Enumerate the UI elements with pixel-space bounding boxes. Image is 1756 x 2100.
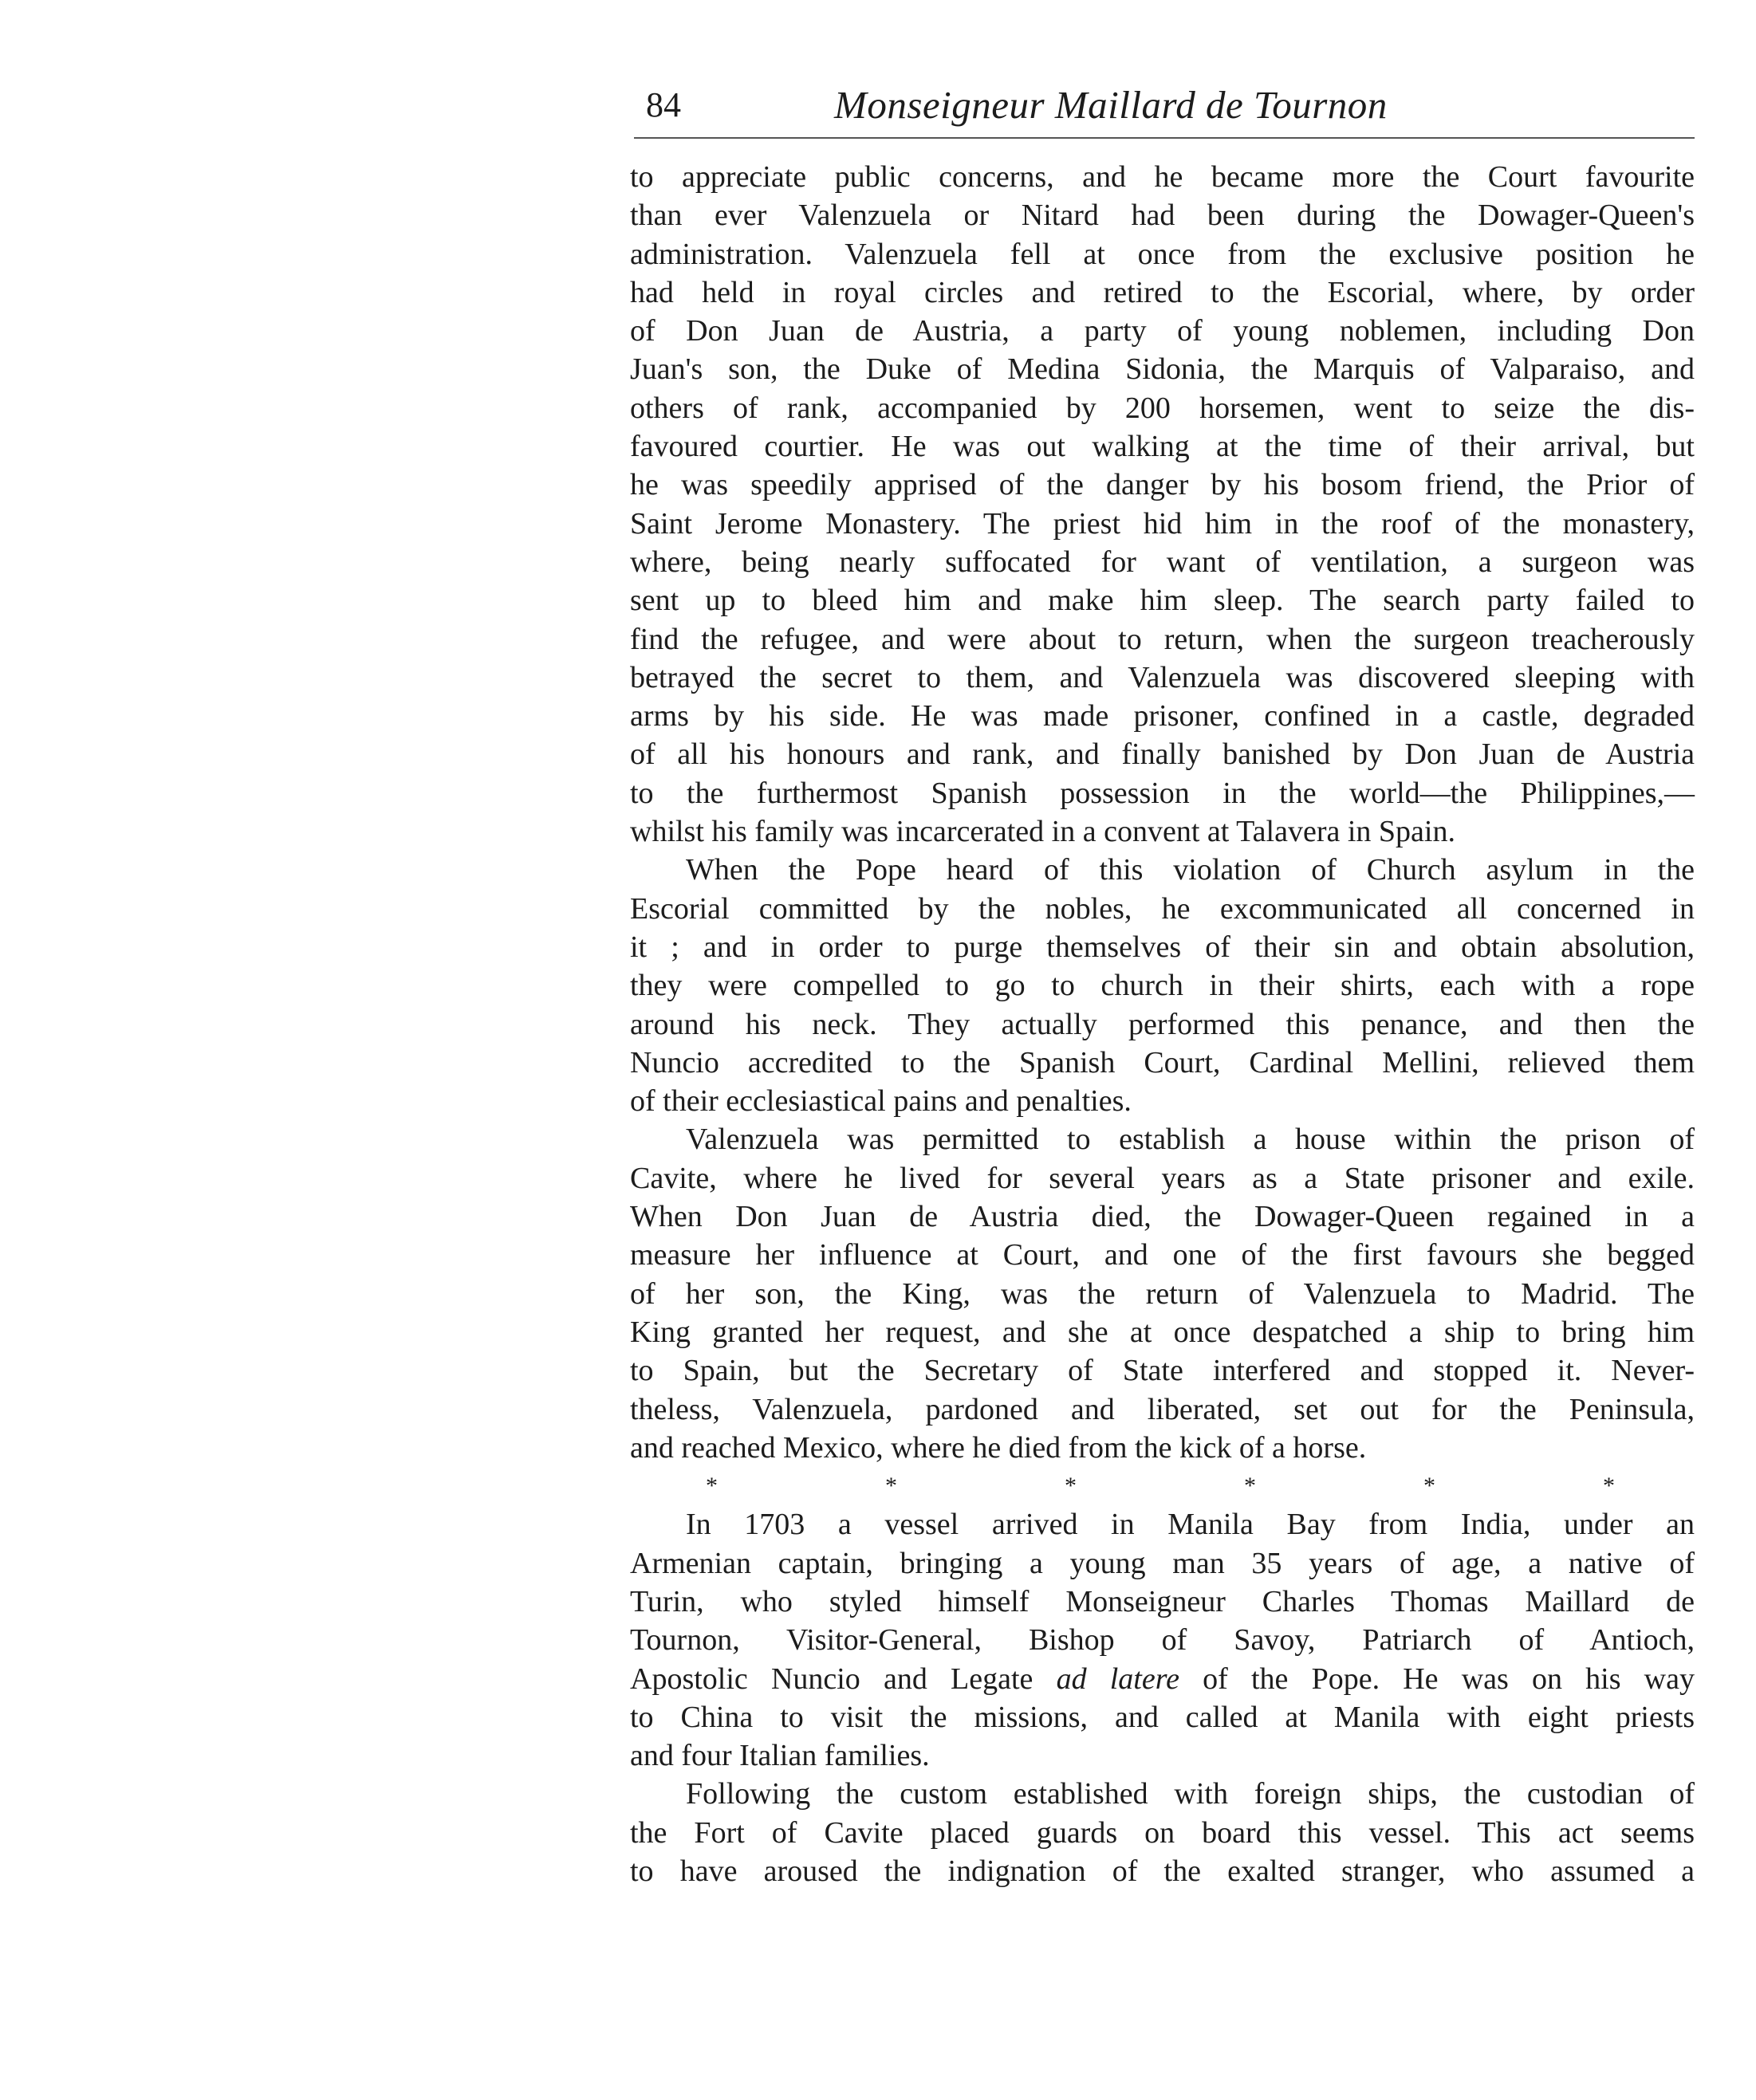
text-line: measure her influence at Court, and one of the first favours she begged — [630, 1238, 1695, 1272]
paragraph — [630, 1505, 1695, 1775]
text-line: sent up to bleed him and make him sleep. The search party failed to — [630, 584, 1695, 618]
text-line: Following the custom established with foreign ships, the custodian of — [686, 1777, 1695, 1811]
text-segment: of the Pope. He was on his way — [1179, 1662, 1695, 1696]
text-line: around his neck. They actually performed this penance, and then the — [630, 1007, 1695, 1041]
text-line: Armenian captain, bringing a young man 35 years of age, a native of — [630, 1546, 1695, 1580]
text-line: Juan's son, the Duke of Medina Sidonia, the Marquis of Valparaiso, and — [630, 352, 1695, 387]
text-line: of Don Juan de Austria, a party of young noblemen, including Don — [630, 314, 1695, 348]
text-line: than ever Valenzuela or Nitard had been during the Dowager-Queen's — [630, 199, 1695, 233]
body-text — [630, 158, 1695, 1890]
page-number: 84 — [646, 85, 681, 124]
text-line: King granted her request, and she at once despatched a ship to bring him — [630, 1315, 1695, 1349]
text-line: Turin, who styled himself Monseigneur Charles Thomas Maillard de — [630, 1584, 1695, 1618]
separator-asterisk: * — [1423, 1473, 1435, 1500]
separator-asterisk: * — [706, 1473, 718, 1500]
text-line: In 1703 a vessel arrived in Manila Bay from India, under an — [686, 1508, 1695, 1542]
text-line: of her son, the King, was the return of Valenzuela to Madrid. The — [630, 1276, 1695, 1311]
section-separator — [630, 1467, 1695, 1505]
text-line: of their ecclesiastical pains and penalties. — [630, 1084, 1132, 1119]
paragraph — [630, 158, 1695, 851]
header-rule — [634, 137, 1695, 139]
text-line: others of rank, accompanied by 200 horsemen, went to seize the dis- — [630, 391, 1695, 425]
text-line: administration. Valenzuela fell at once from the exclusive position he — [630, 237, 1695, 271]
italic-phrase: ad latere — [1056, 1662, 1179, 1696]
page-header — [630, 77, 1695, 140]
text-line-with-italic — [630, 1660, 1695, 1698]
text-line: whilst his family was incarcerated in a convent at Talavera in Spain. — [630, 815, 1455, 849]
text-line: had held in royal circles and retired to the Escorial, where, by order — [630, 275, 1695, 309]
text-line: to Spain, but the Secretary of State interfered and stopped it. Never- — [630, 1354, 1695, 1388]
text-line: find the refugee, and were about to return, when the surgeon treacherously — [630, 622, 1695, 656]
text-line: Nuncio accredited to the Spanish Court, Cardinal Mellini, relieved them — [630, 1045, 1695, 1079]
text-line: the Fort of Cavite placed guards on board this vessel. This act seems — [630, 1815, 1695, 1850]
text-line: and four Italian families. — [630, 1739, 930, 1773]
text-line: When the Pope heard of this violation of Church asylum in the — [686, 853, 1695, 887]
text-line: to China to visit the missions, and called at Manila with eight priests — [630, 1700, 1695, 1734]
text-line: Tournon, Visitor-General, Bishop of Savoy, Patriarch of Antioch, — [630, 1623, 1695, 1658]
paragraph — [630, 1775, 1695, 1890]
text-line: it ; and in order to purge themselves of their sin and obtain absolution, — [630, 930, 1695, 964]
text-line: Saint Jerome Monastery. The priest hid him in the roof of the monastery, — [630, 506, 1695, 541]
text-line: Valenzuela was permitted to establish a house within the prison of — [686, 1123, 1695, 1157]
paragraph — [630, 851, 1695, 1120]
text-line: of all his honours and rank, and finally banished by Don Juan de Austria — [630, 737, 1695, 772]
text-line: to have aroused the indignation of the exalted stranger, who assumed a — [630, 1854, 1695, 1889]
text-line: where, being nearly suffocated for want of ventilation, a surgeon was — [630, 545, 1695, 579]
text-line: Cavite, where he lived for several years as a State prisoner and exile. — [630, 1161, 1695, 1195]
paragraph — [630, 1120, 1695, 1467]
separator-asterisk: * — [1065, 1473, 1077, 1500]
text-line: he was speedily apprised of the danger by his bosom friend, the Prior of — [630, 468, 1695, 502]
text-line: to the furthermost Spanish possession in the world—the Philippines,— — [630, 776, 1695, 810]
text-line: Escorial committed by the nobles, he excommunicated all concerned in — [630, 891, 1695, 926]
text-line: and reached Mexico, where he died from the kick of a horse. — [630, 1430, 1367, 1465]
running-title: Monseigneur Maillard de Tournon — [834, 83, 1388, 127]
text-line: they were compelled to go to church in their shirts, each with a rope — [630, 969, 1695, 1003]
text-line: betrayed the secret to them, and Valenzuela was discovered sleeping with — [630, 660, 1695, 694]
separator-asterisk: * — [1603, 1473, 1615, 1500]
text-line: When Don Juan de Austria died, the Dowager-Queen regained in a — [630, 1200, 1695, 1234]
separator-asterisk: * — [885, 1473, 897, 1500]
text-line: theless, Valenzuela, pardoned and liberated, set out for the Peninsula, — [630, 1392, 1695, 1426]
text-line: arms by his side. He was made prisoner, confined in a castle, degraded — [630, 699, 1695, 733]
separator-asterisk: * — [1244, 1473, 1256, 1500]
text-line: to appreciate public concerns, and he became more the Court favourite — [630, 160, 1695, 194]
text-line: favoured courtier. He was out walking at the time of their arrival, but — [630, 430, 1695, 464]
text-segment: Apostolic Nuncio and Legate — [630, 1662, 1057, 1696]
